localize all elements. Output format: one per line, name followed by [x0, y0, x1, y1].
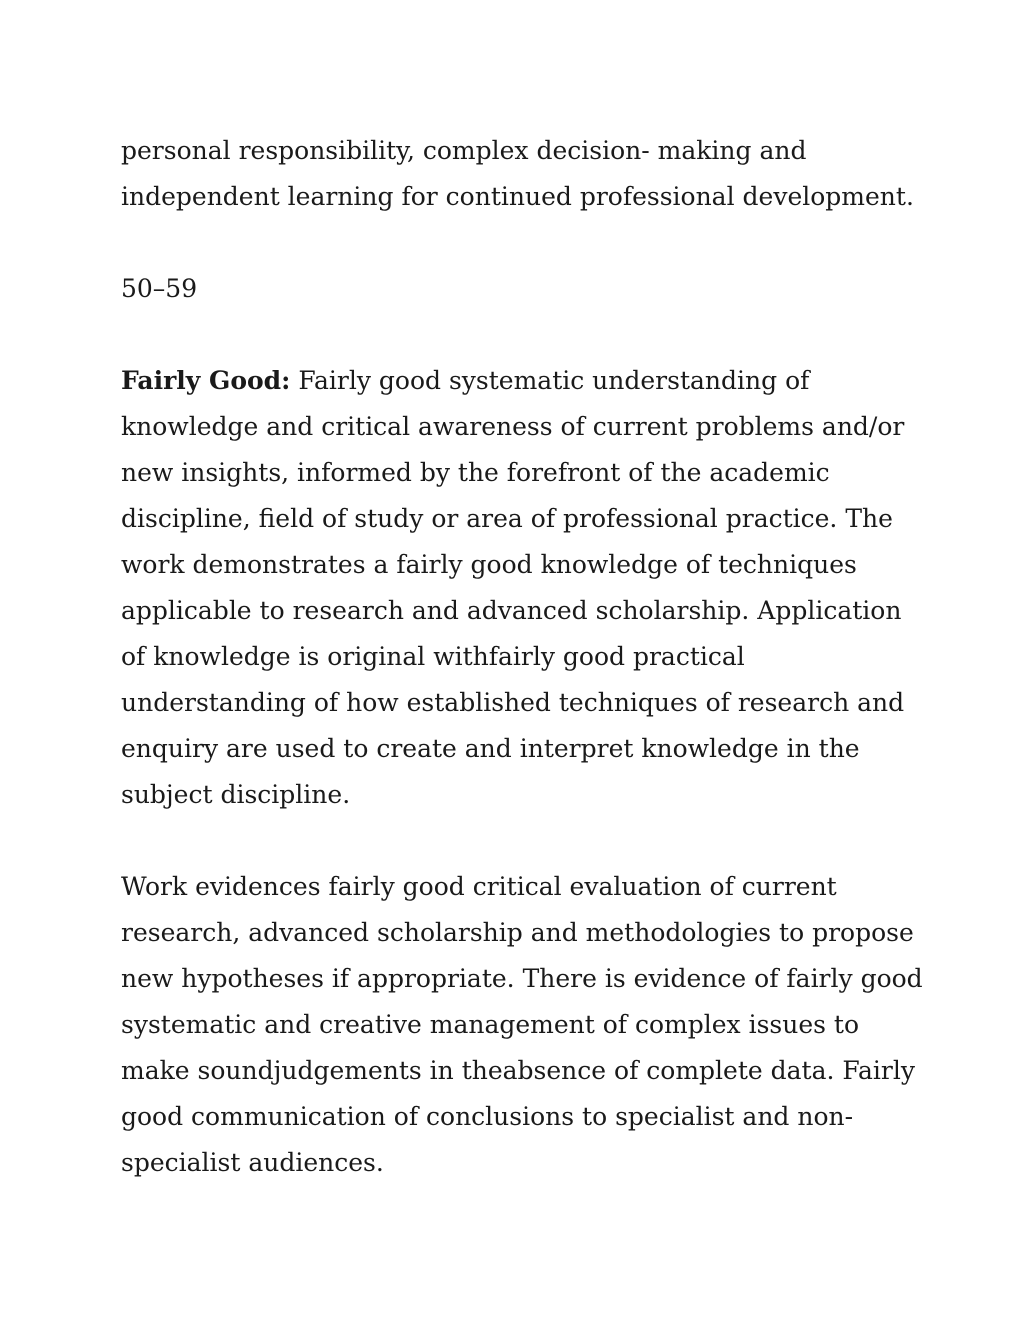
range-text: 50–59 [121, 274, 198, 303]
text-line: new hypotheses if appropriate. There is evidence of fairly good [121, 964, 923, 993]
text-line: specialist audiences. [121, 1148, 384, 1177]
text-line: of knowledge is original withfairly good practical [121, 642, 745, 671]
text-line: knowledge and critical awareness of current problems and/or [121, 412, 905, 441]
intro-paragraph [121, 128, 921, 220]
text-line: Work evidences fairly good critical evaluation of current [121, 872, 837, 901]
text-line: work demonstrates a fairly good knowledge of techniques [121, 550, 857, 579]
evaluation-paragraph [121, 864, 921, 1186]
text-line: enquiry are used to create and interpret knowledge in the [121, 734, 860, 763]
paragraph-spacer [121, 312, 921, 358]
document-page [121, 128, 921, 1186]
text-line: subject discipline. [121, 780, 351, 809]
text-line: discipline, field of study or area of professional practice. The [121, 504, 893, 533]
text-line: good communication of conclusions to specialist and non- [121, 1102, 854, 1131]
text-line: systematic and creative management of complex issues to [121, 1010, 860, 1039]
text-line: new insights, informed by the forefront of the academic [121, 458, 830, 487]
grade-range-label [121, 266, 921, 312]
text-line [121, 358, 921, 404]
text-line: understanding of how established techniques of research and [121, 688, 905, 717]
paragraph-spacer [121, 220, 921, 266]
text-line: research, advanced scholarship and methodologies to propose [121, 918, 914, 947]
text-line: make soundjudgements in theabsence of complete data. Fairly [121, 1056, 915, 1085]
fairly-good-paragraph [121, 358, 921, 818]
text-line: applicable to research and advanced scholarship. Application [121, 596, 902, 625]
text-line: personal responsibility, complex decision- making and [121, 136, 807, 165]
text-line: independent learning for continued professional development. [121, 182, 914, 211]
section-heading: Fairly Good: [121, 366, 291, 395]
heading-line-rest: Fairly good systematic understanding of [290, 366, 810, 395]
paragraph-spacer [121, 818, 921, 864]
